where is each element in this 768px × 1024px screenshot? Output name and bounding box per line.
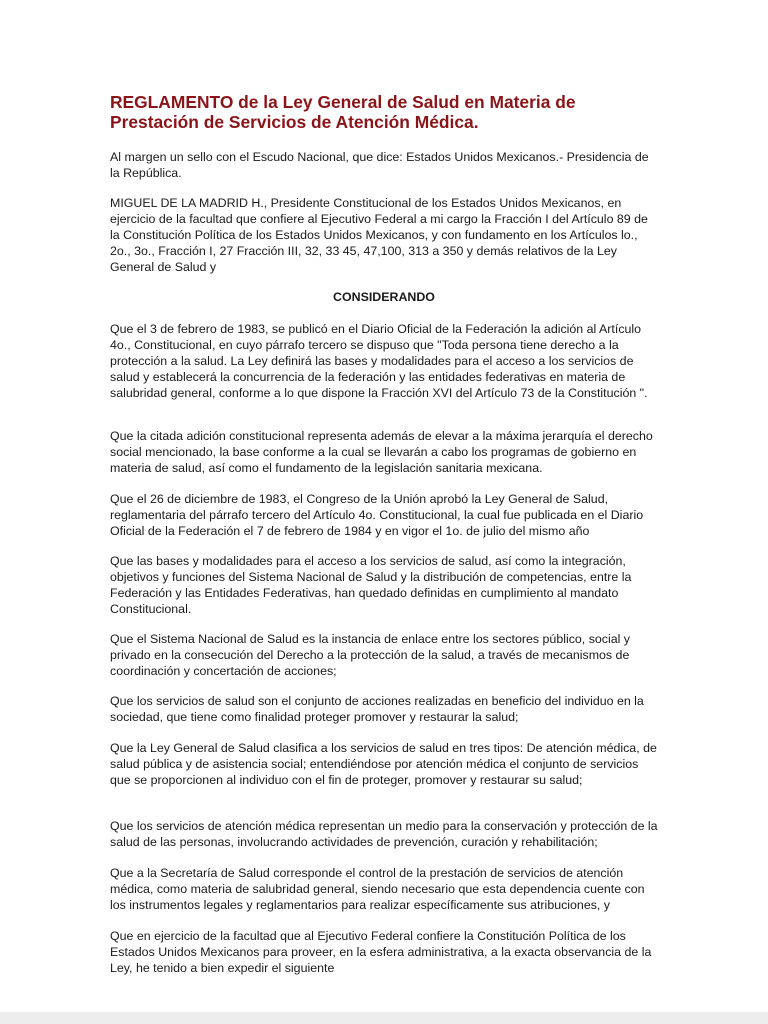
considerando-heading: CONSIDERANDO [333, 290, 435, 304]
paragraph-considerando-7: Que la Ley General de Salud clasifica a los servicios de salud en tres tipos: De atención médica, de salud pública y de asistencia social; entendiéndose por atención médica el conjunto de servicios que se proporcionen al individuo con el fin de proteger, promover y restaurar su salud; [110, 741, 657, 787]
paragraph-considerando-2: Que la citada adición constitucional representa además de elevar a la máxima jerarquía el derecho social mencionado, la base conforme a la cual se llevarán a cabo los programas de gobierno en materia de salud, así como el fundamento de la legislación sanitaria mexicana. [110, 429, 653, 475]
paragraph-considerando-8: Que los servicios de atención médica representan un medio para la conservación y protección de la salud de las personas, involucrando actividades de prevención, curación y rehabilitación; [110, 819, 658, 849]
paragraph-considerando-5: Que el Sistema Nacional de Salud es la instancia de enlace entre los sectores público, social y privado en la consecución del Derecho a la protección de la salud, a través de mecanismos de coordinación y concertación de acciones; [110, 632, 631, 678]
paragraph-seal-notice: Al margen un sello con el Escudo Nacional, que dice: Estados Unidos Mexicanos.- Presidencia de la República. [110, 150, 649, 180]
paragraph-considerando-9: Que a la Secretaría de Salud corresponde el control de la prestación de servicios de atención médica, como materia de salubridad general, siendo necesario que esta dependencia cuente con los instrumentos legales y reglamentarios para realizar específicamente sus atribuciones, y [110, 866, 645, 912]
paragraph-considerando-6: Que los servicios de salud son el conjunto de acciones realizadas en beneficio del individuo en la sociedad, que tiene como finalidad proteger promover y restaurar la salud; [110, 694, 644, 724]
title-line-2: Prestación de Servicios de Atención Médica. [110, 112, 479, 132]
paragraph-considerando-1: Que el 3 de febrero de 1983, se publicó en el Diario Oficial de la Federación la adición al Artículo 4o., Constitucional, en cuyo párrafo tercero se dispuso que "Toda persona tiene derecho a la protección a la salud. La Ley definirá las bases y modalidades para el acceso a los servicios de salud y establecerá la concurrencia de la federación y las entidades federativas en materia de salubridad general, conforme a lo que dispone la Fracción XVI del Artículo 73 de la Constitución ". [110, 322, 648, 400]
document-title [110, 92, 670, 132]
paragraph-considerando-4: Que las bases y modalidades para el acceso a los servicios de salud, así como la integración, objetivos y funciones del Sistema Nacional de Salud y la distribución de competencias, entre la Federación y las Entidades Federativas, han quedado definidas en cumplimiento al mandato Constitucional. [110, 554, 632, 616]
title-line-1: REGLAMENTO de la Ley General de Salud en Materia de [110, 92, 576, 112]
paragraph-considerando-3: Que el 26 de diciembre de 1983, el Congreso de la Unión aprobó la Ley General de Salud, reglamentaria del párrafo tercero del Artículo 4o. Constitucional, la cual fue publicada en el Diario Oficial de la Federación el 7 de febrero de 1984 y en vigor el 1o. de julio del mismo año [110, 492, 644, 538]
paragraph-considerando-10: Que en ejercicio de la facultad que al Ejecutivo Federal confiere la Constitución Política de los Estados Unidos Mexicanos para proveer, en la esfera administrativa, a la exacta observancia de la Ley, he tenido a bien expedir el siguiente [110, 929, 652, 975]
paragraph-president-preamble: MIGUEL DE LA MADRID H., Presidente Constitucional de los Estados Unidos Mexicanos, en ejercicio de la facultad que confiere al Ejecutivo Federal a mi cargo la Fracción I del Artículo 89 de la Constitución Política de los Estados Unidos Mexicanos, y con fundamento en los Artículos lo., 2o., 3o., Fracción I, 27 Fracción III, 32, 33 45, 47,100, 313 a 350 y demás relativos de la Ley General de Salud y [110, 196, 648, 274]
page-bottom-edge [0, 1012, 768, 1024]
